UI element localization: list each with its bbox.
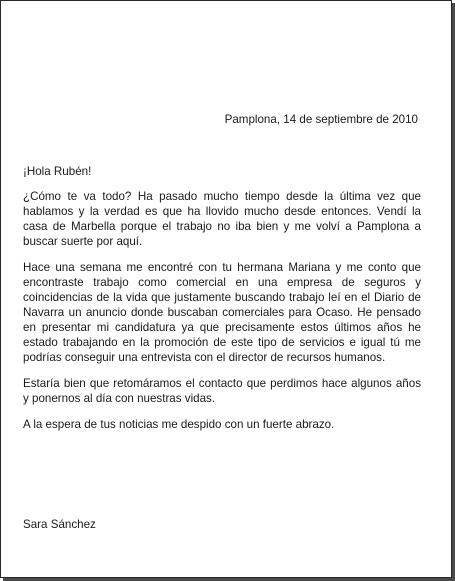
greeting: ¡Hola Rubén! [23,165,92,178]
date-line: Pamplona, 14 de septiembre de 2010 [224,113,418,126]
signature: Sara Sánchez [23,518,96,531]
paragraph-3: Estaría bien que retomáramos el contacto que perdimos hace algunos años y ponernos al día con nuestras vidas. [23,377,421,405]
paragraph-2: Hace una semana me encontré con tu hermana Mariana y me conto que encontraste trabajo como comercial en una empresa de seguros y coincidencias de la vida que justamente buscando trabajo leí en el Diario de Navarra un anuncio donde buscaban comerciales para Ocaso. He pensado en presentar mi candidatura ya que precisamente estos últimos años he estado trabajando en la promoción de este tipo de servicios e igual tú me podrías conseguir una entrevista con el director de recursos humanos. [23,261,421,364]
paragraph-1: ¿Cómo te va todo? Ha pasado mucho tiempo desde la última vez que hablamos y la verdad es que ha llovido mucho desde entonces. Vendí la casa de Marbella porque el trabajo no iba bien y me volví a Pamplona a buscar suerte por aquí. [23,190,421,248]
paragraph-4: A la espera de tus noticias me despido con un fuerte abrazo. [23,418,335,431]
letter-body [23,189,421,443]
